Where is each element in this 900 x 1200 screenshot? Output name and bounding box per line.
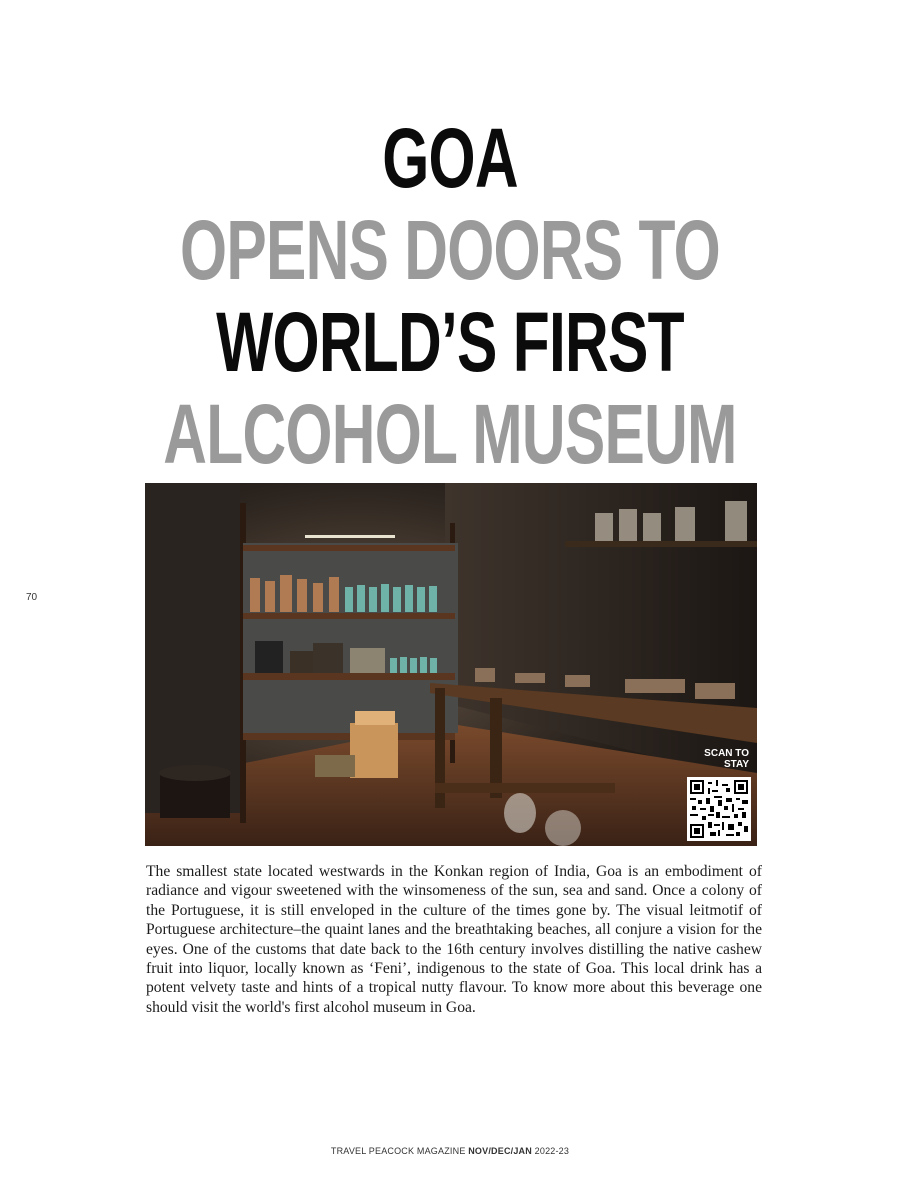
page-number: 70 (26, 592, 38, 603)
headline-line-1: GOA (382, 111, 518, 205)
footer (0, 1146, 900, 1156)
scan-to-stay-label (689, 748, 749, 770)
headline (0, 112, 900, 480)
qr-code-icon[interactable] (687, 777, 751, 841)
footer-magazine: TRAVEL PEACOCK MAGAZINE (330, 1146, 466, 1156)
headline-line-2: OPENS DOORS TO (180, 203, 720, 297)
museum-interior-illustration (145, 483, 757, 846)
scan-label-line-2: STAY (723, 759, 749, 770)
headline-line-4: ALCOHOL MUSEUM (163, 387, 737, 481)
museum-photo (145, 483, 757, 846)
footer-year: 2022-23 (534, 1146, 570, 1156)
article-body: The smallest state located westwards in the Konkan region of India, Goa is an embodiment of radiance and vigour sweetened with the winsomeness of the sun, sea and sand. Once a colony of the Portuguese, it is still enveloped in the culture of the times gone by. The visual leitmotif of Portuguese architecture–the quaint lanes and the breathtaking beaches, all conjure a vision for the eyes. One of the customs that date back to the 16th century involves distilling the native cashew fruit into liquor, locally known as ‘Feni’, indigenous to the state of Goa. This local drink has a potent velvety taste and hints of a tropical nutty flavour. To know more about this beverage one should visit the world's first alcohol museum in Goa. (146, 863, 762, 1016)
footer-issue: NOV/DEC/JAN (468, 1146, 532, 1156)
headline-line-3: WORLD’S FIRST (216, 295, 684, 389)
scan-label-line-1: SCAN TO (704, 748, 749, 759)
